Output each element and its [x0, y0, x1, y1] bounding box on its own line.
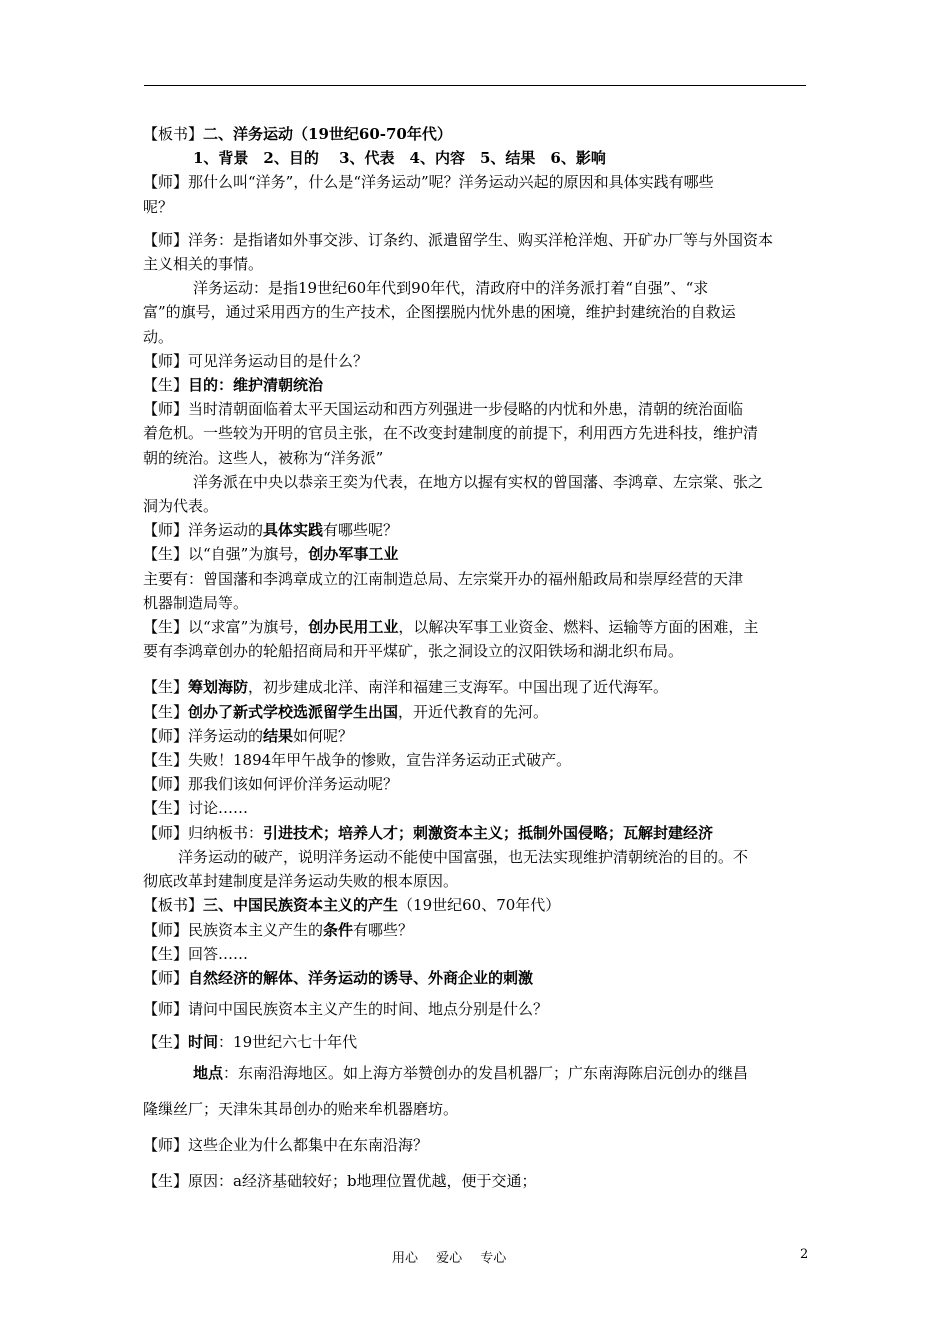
- text-line: 【师】当时清朝面临着太平天国运动和西方列强进一步侵略的内忧和外患，清朝的统治面临: [143, 400, 744, 419]
- bold-text: 创办民用工业: [308, 618, 399, 637]
- bold-text: 引进技术；培养人才；刺激资本主义；抵制外国侵略；瓦解封建经济: [263, 823, 714, 842]
- text-line: 【生】讨论……: [143, 799, 249, 818]
- page-number: 2: [800, 1247, 809, 1262]
- text-line: 【师】可见洋务运动目的是什么？: [143, 351, 369, 370]
- bold-text: 地点: [193, 1063, 224, 1082]
- text: ，初步建成北洋、南洋和福建三支海军。中国出现了近代海军。: [248, 678, 669, 697]
- text-line: 【师】这些企业为什么都集中在东南沿海？: [143, 1135, 429, 1154]
- text: 【师】洋务运动的: [143, 521, 264, 540]
- text-line: 洞为代表。: [143, 497, 219, 516]
- text-line: [143, 373, 808, 397]
- text-line: 要有李鸿章创办的轮船招商局和开平煤矿，张之洞设立的汉阳铁场和湖北织布局。: [143, 642, 684, 661]
- text-line: 洋务运动的破产，说明洋务运动不能使中国富强，也无法实现维护清朝统治的目的。不: [178, 847, 749, 866]
- text-line: 主要有：曾国藩和李鸿章成立的江南制造总局、左宗棠开办的福州船政局和崇厚经营的天津: [143, 569, 744, 588]
- bold-text: 具体实践: [263, 521, 324, 540]
- text: ，开近代教育的先河。: [398, 702, 549, 721]
- text: 【板书】: [143, 125, 204, 143]
- text: 有哪些？: [353, 920, 414, 939]
- text-line: [143, 893, 808, 917]
- text-line: [143, 1055, 808, 1091]
- text: ：19世纪六七十年代: [218, 1033, 358, 1052]
- text: 【师】洋务运动的: [143, 726, 264, 745]
- text-line: [143, 918, 808, 942]
- bold-text: 时间: [188, 1033, 219, 1052]
- text-line: 【师】那我们该如何评价洋务运动呢？: [143, 775, 399, 794]
- text-line: [143, 724, 808, 748]
- text: （19世纪60、70年代）: [398, 896, 561, 915]
- text-line: 1、背景 2、目的 3、代表 4、内容 5、结果 6、影响: [193, 149, 606, 168]
- text-line: [143, 615, 808, 639]
- text: ，以解决军事工业资金、燃料、运输等方面的困难，主: [398, 618, 759, 637]
- text-line: [143, 122, 808, 146]
- text-line: 洋务运动：是指19世纪60年代到90年代，清政府中的洋务派打着“自强”、“求: [193, 279, 709, 298]
- text-line: [143, 542, 808, 566]
- text: 【生】以“自强”为旗号，: [143, 545, 309, 564]
- text-line: 富”的旗号，通过采用西方的生产技术，企图摆脱内忧外患的困境，维护封建统治的自救运: [143, 303, 736, 322]
- footer-motto: 用心 爱心 专心: [392, 1251, 507, 1266]
- bold-text: 创办了新式学校选派留学生出国: [188, 702, 399, 721]
- heading-text: 三、中国民族资本主义的产生: [203, 896, 399, 915]
- text: 【师】: [143, 968, 189, 987]
- text-line: 【生】回答……: [143, 944, 249, 963]
- text-line: 【师】请问中国民族资本主义产生的时间、地点分别是什么？: [143, 1000, 549, 1019]
- text: 【师】归纳板书：: [143, 823, 264, 842]
- text: 【生】: [143, 376, 189, 395]
- bold-text: 条件: [323, 920, 354, 939]
- text-line: [143, 966, 808, 990]
- text-line: 动。: [143, 327, 174, 346]
- bold-text: 创办军事工业: [308, 545, 399, 564]
- text-line: 彻底改革封建制度是洋务运动失败的根本原因。: [143, 872, 459, 891]
- text-line: 主义相关的事情。: [143, 255, 264, 274]
- text-line: [143, 700, 808, 724]
- text-line: 【师】那什么叫“洋务”，什么是“洋务运动”呢？洋务运动兴起的原因和具体实践有哪些: [143, 173, 714, 192]
- text-line: 【生】失败！1894年甲午战争的惨败，宣告洋务运动正式破产。: [143, 751, 572, 770]
- bold-text: 目的：维护清朝统治: [188, 376, 324, 395]
- text: 【生】: [143, 1033, 189, 1052]
- text: 有哪些呢？: [323, 521, 399, 540]
- text-line: [143, 821, 808, 845]
- text: 【板书】: [143, 896, 204, 915]
- document-body: [143, 122, 808, 1199]
- text: 【师】民族资本主义产生的: [143, 920, 324, 939]
- text-line: 朝的统治。这些人，被称为“洋务派”: [143, 448, 384, 467]
- bold-text: 筹划海防: [188, 678, 249, 697]
- header-rule: [144, 85, 806, 86]
- text-line: 隆缫丝厂；天津朱其昂创办的贻来牟机器磨坊。: [143, 1099, 459, 1118]
- text: 如何呢？: [293, 726, 354, 745]
- text: ：东南沿海地区。如上海方举赞创办的发昌机器厂；广东南海陈启沅创办的继昌: [223, 1063, 749, 1082]
- text-line: 【师】洋务：是指诸如外事交涉、订条约、派遣留学生、购买洋枪洋炮、开矿办厂等与外国资本: [143, 230, 774, 249]
- text-line: 呢？: [143, 197, 174, 216]
- bold-text: 结果: [263, 726, 294, 745]
- text-line: 【生】原因：a经济基础较好；b地理位置优越，便于交通；: [143, 1171, 537, 1190]
- bold-text: 自然经济的解体、洋务运动的诱导、外商企业的刺激: [188, 968, 534, 987]
- text-line: 洋务派在中央以恭亲王奕为代表，在地方以握有实权的曾国藩、李鸿章、左宗棠、张之: [193, 472, 764, 491]
- text: 【生】以“求富”为旗号，: [143, 618, 309, 637]
- text: 【生】: [143, 702, 189, 721]
- text-line: [143, 1030, 808, 1054]
- text-line: 机器制造局等。: [143, 593, 249, 612]
- text-line: [143, 675, 808, 699]
- text: 【生】: [143, 678, 189, 697]
- text-line: 着危机。一些较为开明的官员主张，在不改变封建制度的前提下，利用西方先进科技，维护清: [143, 424, 759, 443]
- text-line: [143, 518, 808, 542]
- heading-text: 二、洋务运动（19世纪60-70年代）: [203, 125, 452, 143]
